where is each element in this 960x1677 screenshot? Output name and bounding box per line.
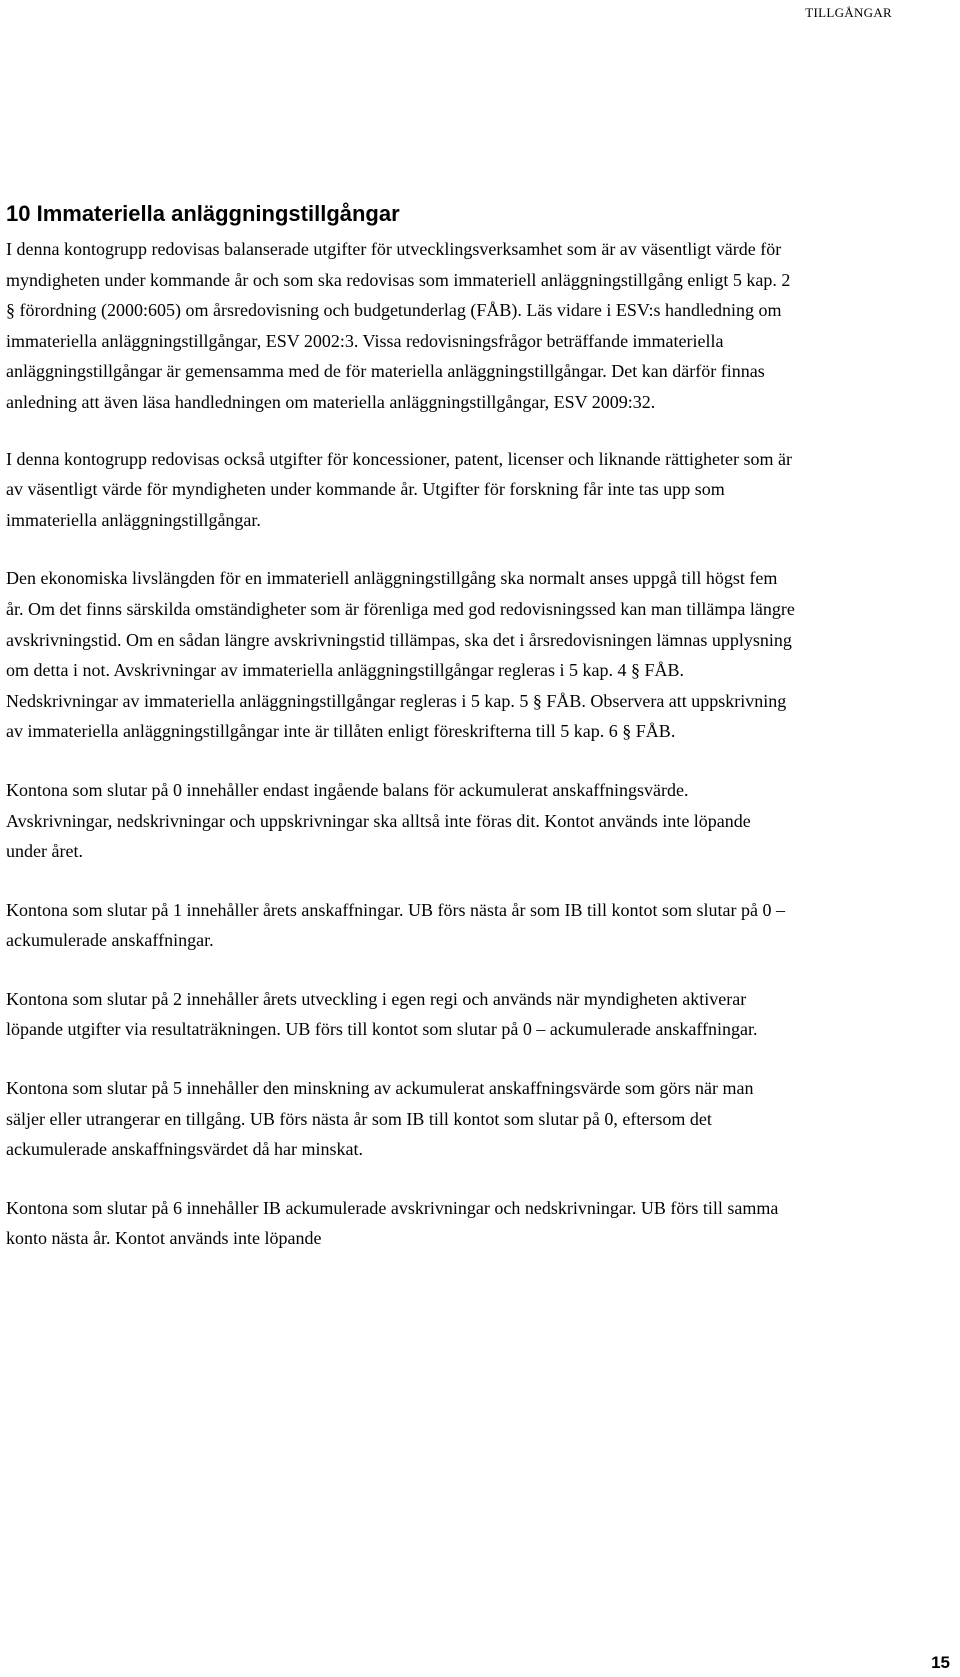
paragraph-account-6: Kontona som slutar på 6 innehåller IB ackumulerade avskrivningar och nedskrivningar. UB förs till samma konto nästa år. Kontot används inte löpande (6, 1197, 779, 1249)
running-header: TILLGÅNGAR (805, 5, 892, 20)
paragraph-concessions: I denna kontogrupp redovisas också utgifter för koncessioner, patent, licenser och liknande rättigheter som är av väsentligt värde för myndigheten under kommande år. Utgifter för forskning får inte tas upp som immateriella anläggningstillgångar. (6, 448, 793, 530)
paragraph-account-2: Kontona som slutar på 2 innehåller årets utveckling i egen regi och används när myndigheten aktiverar löpande utgifter via resultaträkningen. UB förs till kontot som slutar på 0 – ackumulerade anskaffningar. (6, 988, 758, 1040)
paragraph-account-5: Kontona som slutar på 5 innehåller den minskning av ackumulerat anskaffningsvärde som görs när man säljer eller utrangerar en tillgång. UB förs nästa år som IB till kontot som slutar på 0, eftersom det ackumulerade anskaffningsvärdet då har minskat. (6, 1078, 754, 1160)
paragraph-account-1: Kontona som slutar på 1 innehåller årets anskaffningar. UB förs nästa år som IB till kontot som slutar på 0 – ackumulerade anskaffningar. (6, 899, 786, 951)
paragraph-account-0: Kontona som slutar på 0 innehåller endast ingående balans för ackumulerat anskaffningsvärde. Avskrivningar, nedskrivningar och uppskrivningar ska alltså inte föras dit. Kontot används inte löpande under året. (6, 779, 751, 862)
paragraph-intro: I denna kontogrupp redovisas balanserade utgifter för utvecklingsverksamhet som är av väsentligt värde för myndigheten under kommande år och som ska redovisas som immateriell anläggningstillgång enligt 5 kap. 2 § förordning (2000:605) om årsredovisning och budgetunderlag (FÅB). Läs vidare i ESV:s handledning om immateriella anläggningstillgångar, ESV 2002:3. Vissa redovisningsfrågor beträffande immateriella anläggningstillgångar är gemensamma med de för materiella anläggningstillgångar. Det kan därför finnas anledning att även läsa handledningen om materiella anläggningstillgångar, ESV 2009:32. (6, 239, 791, 412)
section-title: 10 Immateriella anläggningstillgångar (6, 201, 400, 226)
document-body (6, 200, 796, 1282)
page-number: 15 (931, 1653, 950, 1672)
paragraph-useful-life: Den ekonomiska livslängden för en immateriell anläggningstillgång ska normalt anses uppgå till högst fem år. Om det finns särskilda omständigheter som är förenliga med god redovisningssed kan man tillämpa längre avskrivningstid. Om en sådan längre avskrivningstid tillämpas, ska det i årsredovisningen lämnas upplysning om detta i not. Avskrivningar av immateriella anläggningstillgångar regleras i 5 kap. 4 § FÅB. Nedskrivningar av immateriella anläggningstillgångar regleras i 5 kap. 5 § FÅB. Observera att uppskrivning av immateriella anläggningstillgångar inte är tillåten enligt föreskrifterna till 5 kap. 6 § FÅB. (6, 568, 795, 742)
